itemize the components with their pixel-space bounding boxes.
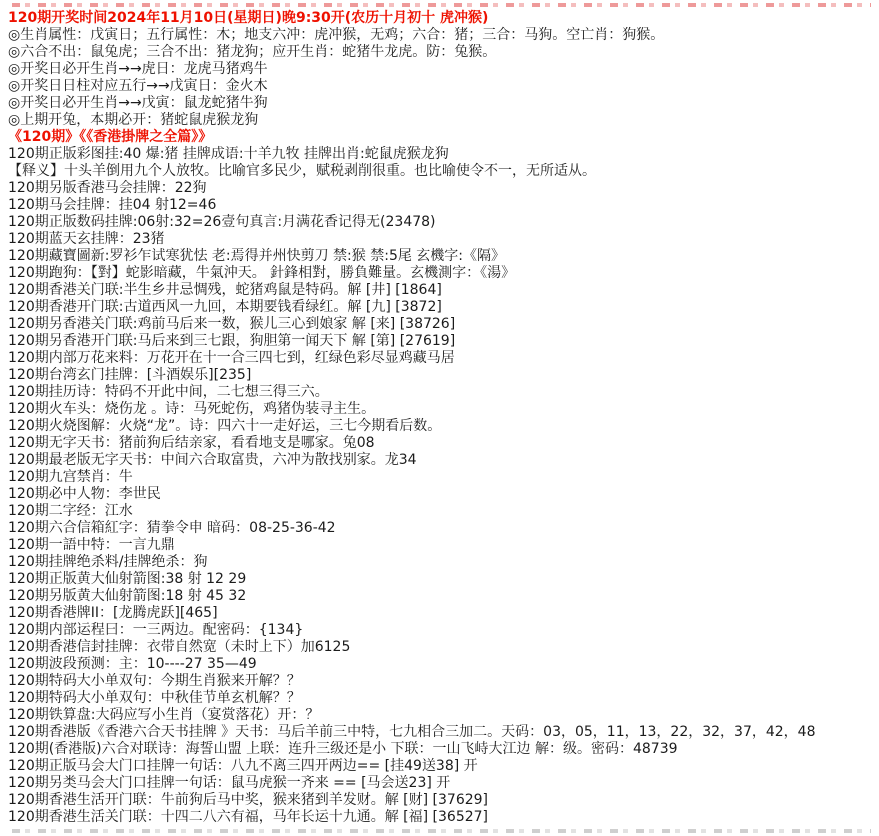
oldest-wordless-book-line: 120期最老版无字天书：中间六合取富贵，六冲为散找别家。龙34 <box>8 452 417 468</box>
alt-opening-couplet-line: 120期另香港开门联:马后来到三七跟，狗胆第一闻天下 解 [第] [27619] <box>8 333 456 349</box>
last-period-result-line: ◎上期开兔，本期必开：猪蛇鼠虎猴龙狗 <box>8 112 259 128</box>
taiwan-xuanmen-line: 120期台湾玄门挂牌：[斗酒娱乐][235] <box>8 367 252 383</box>
heaven-book-guapai-line: 120期香港版《香港六合天书挂牌 》天书：马后羊前三中特，七九相合三加二。天码：03，05，11，13，22，32，37，42，48 <box>8 724 816 740</box>
guapai-kill-line: 120期挂牌绝杀料/挂牌绝杀：狗 <box>8 554 208 570</box>
hk-closing-couplet-line: 120期香港关门联:半生乡井忌惆残，蛇猪鸡鼠是特码。解 [井] [1864] <box>8 282 442 298</box>
alt-hk-jockey-club-line: 120期另版香港马会挂牌：22狗 <box>8 180 207 196</box>
fire-chart-line: 120期火烧图解：火烧“龙”。诗：四六十一走好运，三七今期看后数。 <box>8 418 442 434</box>
running-dog-line: 120期跑狗：【對】蛇影暗藏，牛氣沖天。 針鋒相對，勝負難量。玄機測字：《湯》 <box>8 265 516 281</box>
treasure-map-line: 120期藏寶圖新:罗衫乍试寒犹怯 老:焉得并州快剪刀 禁:猴 禁:5尾 玄機字:《隔》 <box>8 248 506 264</box>
life-opening-couplet-line: 120期香港生活开门联：牛前狗后马中奖，猴来猪到羊发财。解 [财] [37629] <box>8 792 489 808</box>
alt-huangdaxian-arrow-line: 120期另版黄大仙射箭图:18 射 45 32 <box>8 588 247 604</box>
internal-wanhua-line: 120期内部万花来料：万花开在十一合三四七到，红绿色彩尽显鸡藏马居 <box>8 350 455 366</box>
hk-pai-ii-line: 120期香港牌II：[龙腾虎跃][465] <box>8 605 218 621</box>
two-word-classic-line: 120期二字经：江水 <box>8 503 133 519</box>
digital-guapai-line: 120期正版数码挂牌:06射:32=26壹句真言:月满花香记得无(23478) <box>8 214 436 230</box>
ninepalace-ban-line: 120期九宫禁肖：牛 <box>8 469 133 485</box>
alt-gate-phrase-line: 120期另类马会大门口挂牌一句话：鼠马虎猴一齐来 == [马会送23] 开 <box>8 775 451 791</box>
must-open-zodiac-line-1: ◎开奖日必开生肖→→虎日：龙虎马猪鸡牛 <box>8 61 268 77</box>
draw-time-header: 120期开奖时间2024年11月10日(星期日)晚9:30开(农历十月初十 虎冲猴) <box>8 10 489 26</box>
guapai-section-title: 《120期》《《香港掛牌之全篇》》 <box>8 129 213 145</box>
couplet-poem-line: 120期(香港版)六合对联诗：海誓山盟 上联：连升三级还是小 下联：一山飞峙大江边 解：级。密码：48739 <box>8 741 678 757</box>
calendar-poem-line: 120期挂历诗：特码不开此中间，二七想三得三六。 <box>8 384 329 400</box>
liuhe-exclusions-line: ◎六合不出：鼠兔虎；三合不出：猪龙狗；应开生肖：蛇猪牛龙虎。防：兔猴。 <box>8 44 497 60</box>
idiom-explanation-line: 【释义】十头羊倒用九个人放牧。比喻官多民少，赋税剥削很重。也比喻使令不一，无所适从。 <box>8 163 596 179</box>
zodiac-attributes-line: ◎生肖属性：戊寅日；五行属性：木；地支六冲：虎冲猴，无鸡；六合：猪；三合：马狗。空亡肖：狗猴。 <box>8 27 665 43</box>
must-open-zodiac-line-2: ◎开奖日必开生肖→→戊寅：鼠龙蛇猪牛狗 <box>8 95 268 111</box>
iron-abacus-line: 120期铁算盘:大码应写小生肖（宴赏落花）开：？ <box>8 707 320 723</box>
mailbox-red-words-line: 120期六合信箱紅字：猜拳令申 暗码：08-25-36-42 <box>8 520 336 536</box>
special-code-hint-line-2: 120期特码大小单双句：中秋佳节单玄机解？？ <box>8 690 301 706</box>
official-color-chart-line: 120期正版彩图挂:40 爆:猪 挂牌成语:十羊九牧 挂牌出肖:蛇鼠虎猴龙狗 <box>8 146 449 162</box>
internal-fortune-line: 120期内部运程曰：一三两边。配密码：{134} <box>8 622 304 638</box>
wordless-book-line: 120期无字天书：猪前狗后结亲家，看看地支是哪家。兔08 <box>8 435 375 451</box>
jockey-club-guapai-line: 120期马会挂牌：挂04 射12=46 <box>8 197 217 213</box>
clipped-text-row-top <box>12 3 871 7</box>
huangdaxian-arrow-line: 120期正版黄大仙射箭图:38 射 12 29 <box>8 571 247 587</box>
blue-sky-guapai-line: 120期蓝天玄挂牌：23猪 <box>8 231 165 247</box>
day-pillar-elements-line: ◎开奖日日柱对应五行→→戊寅日：金火木 <box>8 78 268 94</box>
alt-closing-couplet-line: 120期另香港关门联:鸡前马后来一数，猴儿三心到娘家 解 [来] [38726] <box>8 316 456 332</box>
official-gate-phrase-line: 120期正版马会大门口挂牌一句话：八九不离三四开两边== [挂49送38] 开 <box>8 758 478 774</box>
hk-opening-couplet-line: 120期香港开门联:古道西风一九回，本期要钱看绿红。解 [九] [3872] <box>8 299 442 315</box>
special-code-hint-line-1: 120期特码大小单双句：今期生肖猴来开解？？ <box>8 673 301 689</box>
band-prediction-line: 120期波段预测：主：10----27 35—49 <box>8 656 257 672</box>
clipped-text-row-bottom <box>12 829 871 833</box>
must-hit-person-line: 120期必中人物：李世民 <box>8 486 161 502</box>
life-closing-couplet-line: 120期香港生活关门联：十四二八六有福，马年长运十九通。解 [福] [36527] <box>8 809 489 825</box>
one-phrase-special-line: 120期一語中特：一言九鼎 <box>8 537 175 553</box>
train-head-line: 120期火车头：烧伤龙 。诗：马死蛇伤，鸡猪伪装寻主生。 <box>8 401 376 417</box>
hk-envelope-guapai-line: 120期香港信封挂牌：衣带自然宽（未时上下）加6125 <box>8 639 351 655</box>
